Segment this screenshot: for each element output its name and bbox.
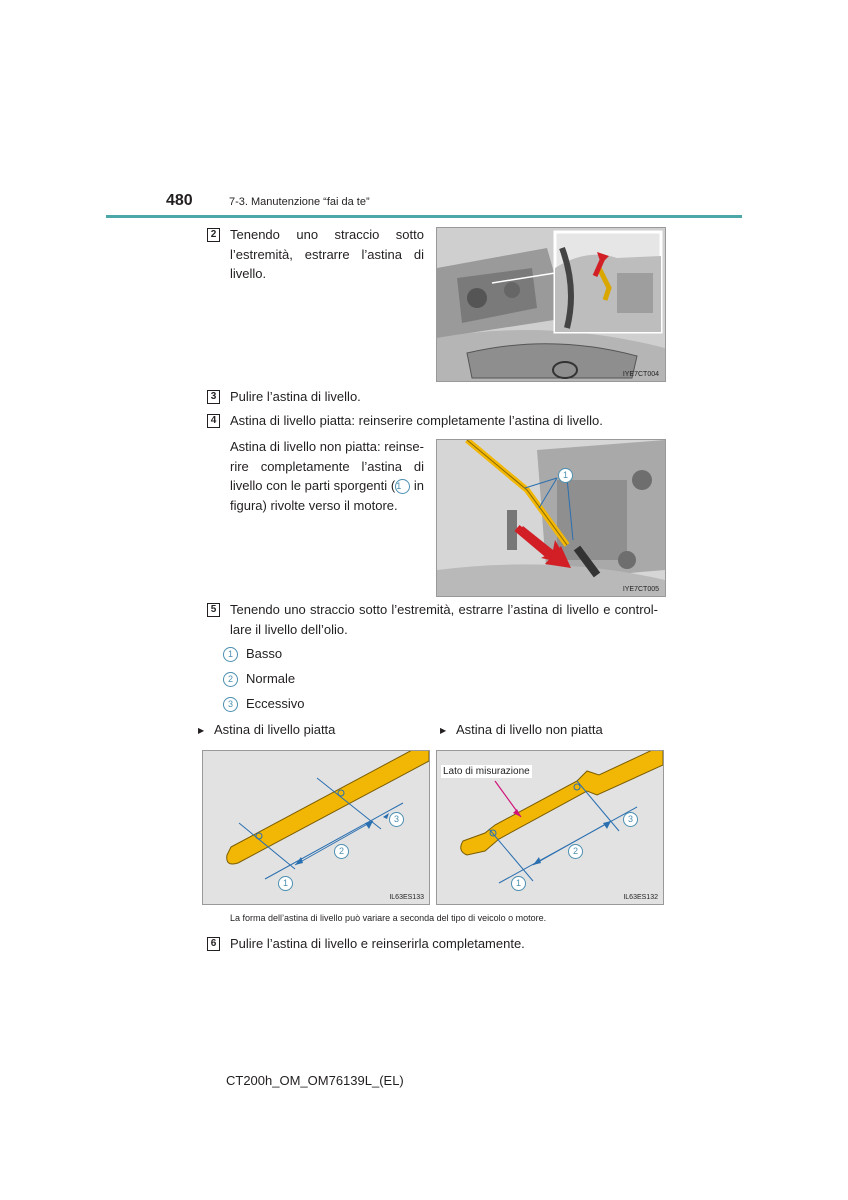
bullet-triangle-icon: ▶: [198, 726, 205, 735]
measuring-side-label: Lato di misurazione: [443, 766, 530, 777]
step-4-text: Astina di livello piatta: reinserire completamente l’astina di livello.: [230, 413, 603, 428]
figure-code: IYE7CT005: [622, 586, 659, 593]
step-3-text: Pulire l’astina di livello.: [230, 389, 361, 404]
callout-2: 2: [334, 844, 349, 859]
callout-3: 3: [623, 812, 638, 827]
section-title: 7-3. Manutenzione “fai da te”: [229, 196, 370, 208]
step-badge-5: 5: [207, 603, 220, 617]
step-4-subtext-a: Astina di livello non piatta: reinse- rire completamente l’astina di livello con le parti sporgenti (: [230, 439, 424, 493]
non-flat-dipstick-figure: [436, 750, 664, 905]
level-marker-3: 3: [223, 697, 238, 712]
step-badge-2: 2: [207, 228, 220, 242]
step-4-subtext: [230, 437, 424, 515]
engine-bay-figure: [436, 227, 666, 382]
step-badge-3: 3: [207, 390, 220, 404]
callout-3: 3: [389, 812, 404, 827]
callout-1: 1: [511, 876, 526, 891]
figure-code: IL63ES132: [623, 894, 658, 901]
callout-2: 2: [568, 844, 583, 859]
engine-bay-illustration: [437, 228, 665, 381]
step-2-text: Tenendo uno straccio sotto l’estremità, estrarre l’astina di livello.: [230, 227, 424, 281]
bullet-triangle-icon: ▶: [440, 726, 447, 735]
dipstick-insert-figure: [436, 439, 666, 597]
figure-caption: La forma dell’astina di livello può variare a seconda del tipo di veicolo o motore.: [230, 913, 547, 923]
level-marker-1: 1: [223, 647, 238, 662]
header-rule: [106, 215, 742, 218]
dipstick-insert-illustration: [437, 440, 665, 596]
level-label-excessive: Eccessivo: [246, 696, 305, 711]
document-code: CT200h_OM_OM76139L_(EL): [226, 1073, 404, 1088]
step-badge-6: 6: [207, 937, 220, 951]
flat-dipstick-heading: Astina di livello piatta: [214, 722, 336, 737]
step-5-text: Tenendo uno straccio sotto l’estremità, estrarre l’astina di livello e control- lare il livello dell’olio.: [230, 602, 658, 637]
step-badge-4: 4: [207, 414, 220, 428]
page-number: 480: [166, 192, 193, 209]
step-6-text: Pulire l’astina di livello e reinserirla completamente.: [230, 936, 525, 951]
figure-code: IYE7CT004: [622, 371, 659, 378]
non-flat-dipstick-heading: Astina di livello non piatta: [456, 722, 603, 737]
step-4-subtext-b: in figura) rivolte verso il motore.: [230, 478, 425, 513]
level-label-normal: Normale: [246, 671, 296, 686]
flat-dipstick-illustration: [203, 751, 429, 904]
level-label-low: Basso: [246, 646, 283, 661]
callout-ref-1: 1: [395, 479, 410, 494]
flat-dipstick-figure: [202, 750, 430, 905]
level-marker-2: 2: [223, 672, 238, 687]
figure-code: IL63ES133: [389, 894, 424, 901]
callout-1: 1: [558, 468, 573, 483]
callout-1: 1: [278, 876, 293, 891]
